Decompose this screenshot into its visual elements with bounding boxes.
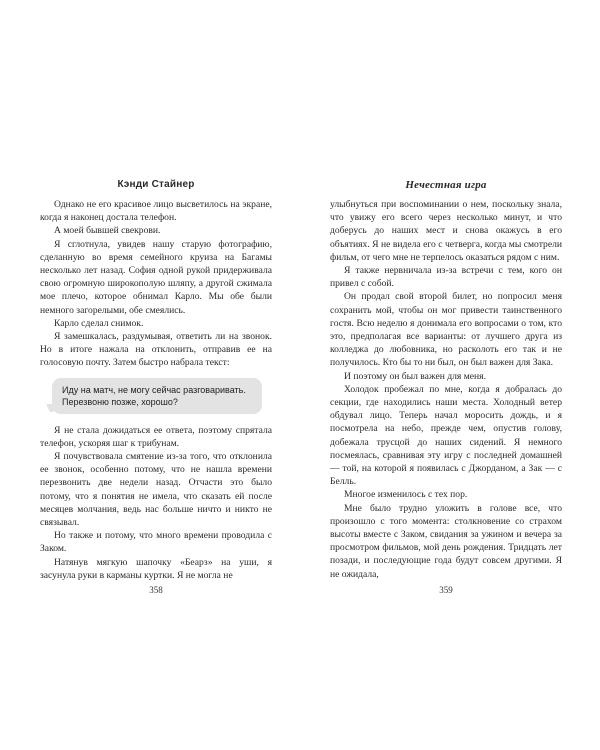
message-line: Перезвоню позже, хорошо?	[62, 397, 178, 408]
paragraph: Я также нервничала из-за встречи с тем, кого он привел с собой.	[330, 265, 562, 290]
right-page	[330, 178, 562, 581]
paragraph: Многое изменилось с тех пор.	[344, 489, 468, 501]
paragraph: Я замешкалась, раздумывая, ответить ли на звонок. Но в итоге нажала на отклонить, отправив ее на голосовую почту. Затем быстро набрала текст:	[40, 331, 272, 369]
right-page-text	[330, 198, 562, 581]
paragraph: Я не стала дожидаться ее ответа, поэтому спрятала телефон, ускоряя шаг к трибунам.	[40, 424, 272, 449]
paragraph: Я сглотнула, увидев нашу старую фотографию, сделанную во время семейного круиза на Багамы несколько лет назад. София одной рукой придерживала свою огромную широкополую шляпу, а другой сжимала мое плечо, которое обнимал Карло. Мы обе были немного загорелыми, обе смеялись.	[40, 238, 272, 316]
paragraph: А моей бывшей свекрови.	[54, 225, 161, 237]
text-message-bubble	[52, 378, 262, 414]
paragraph: Я почувствовала смятение из-за того, что отклонила ее звонок, особенно потому, что не нашла времени перезвонить две недели назад. Отчасти это было потому, что я понятия не имела, что сказать ей после месяцев молчания, ведь нас больше ничто и никто не связывал.	[40, 451, 272, 529]
paragraph: Натянув мягкую шапочку «Беарз» на уши, я засунула руки в карманы куртки. Я не могла не	[40, 556, 272, 581]
paragraph: Однако не его красивое лицо высветилось на экране, когда я наконец достала телефон.	[40, 199, 272, 224]
paragraph: Он продал свой второй билет, но попросил меня сохранить мой, чтобы он мог привести таинственного гостя. Всю неделю я донимала его вопросами о том, кто это, предполагая все варианты: от лучшего друга из колледжа до любовника, но расколоть его так и не получилось. Кто бы то ни был, он был важен для Зака.	[330, 291, 562, 369]
paragraph-continued: улыбнуться при воспоминании о нем, поскольку знала, что увижу его всего через несколько минут, и что доберусь до наших мест и снова окажусь в его объятиях. Я не видела его с четверга, когда мы смотрели фильм, от чего мне не терпелось оказаться рядом с ним.	[330, 199, 562, 263]
paragraph: Но также и потому, что много времени проводила с Заком.	[40, 530, 272, 555]
title-running-head: Нечестная игра	[405, 179, 487, 191]
paragraph: Карло сделал снимок.	[54, 317, 144, 329]
left-page	[40, 178, 272, 582]
author-running-head: Кэнди Стайнер	[117, 179, 195, 190]
message-line: Иду на матч, не могу сейчас разговаривать.	[62, 384, 246, 395]
page-number-left: 358	[149, 585, 163, 595]
paragraph: Мне было трудно уложить в голове все, что произошло с того момента: столкновение со страхом высоты вместе с Заком, свидания за ужином и вечера за просмотром фильмов, мой день рождения. Тридцать лет позади, и последующие года будут совсем другими. Я не ожидала,	[330, 502, 562, 580]
page-number-right: 359	[439, 585, 453, 595]
left-page-text	[40, 198, 272, 582]
paragraph: И поэтому он был важен для меня.	[344, 370, 486, 382]
paragraph: Холодок пробежал по мне, когда я добралась до секции, где находились наши места. Холодный ветер обдувал лицо. Теперь начал моросить дождь, и я посмотрела на небо, прежде чем, опустив голову, добежала трусцой до наших сидений. Я немного посмеялась, сравнивая эту игру с последней домашней — той, на которой я появилась с Джорданом, а Зак — с Белль.	[330, 383, 562, 488]
